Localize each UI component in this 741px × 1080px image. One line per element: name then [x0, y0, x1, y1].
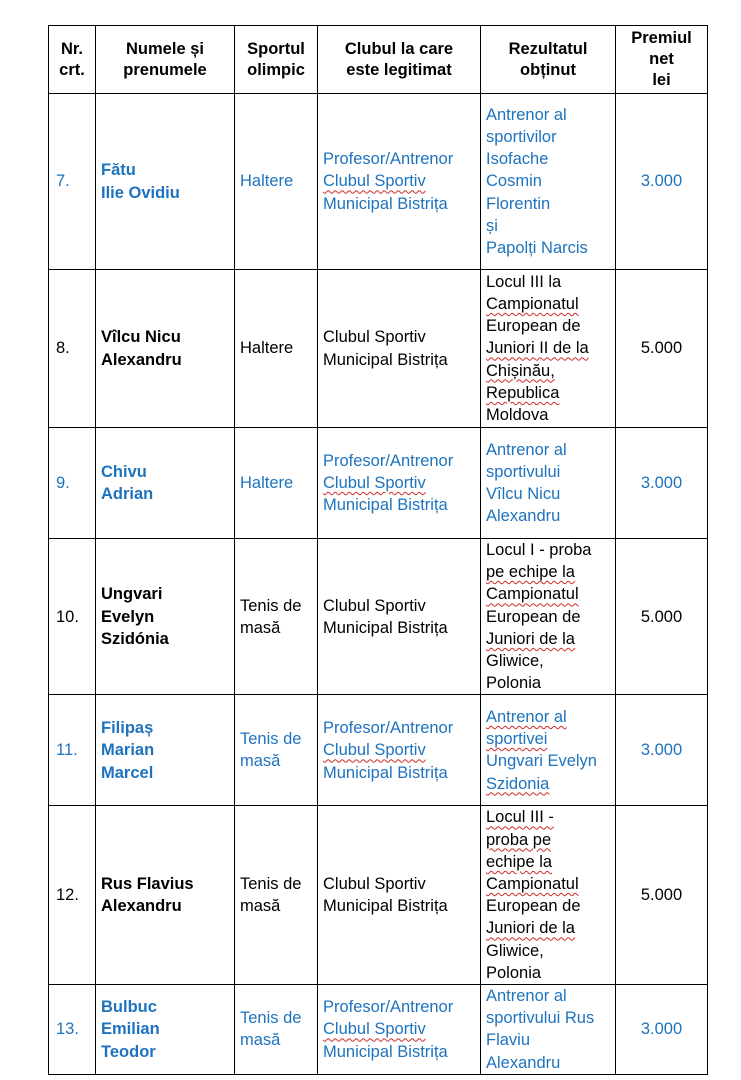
- cell-sport: [235, 806, 318, 985]
- cell-sport-line: Tenis de: [240, 596, 302, 615]
- cell-result-line: Locul I - proba: [486, 541, 592, 559]
- cell-sport-line: masă: [240, 897, 281, 916]
- cell-result-line: Flaviu: [486, 1031, 531, 1050]
- cell-result-line: și: [486, 216, 498, 235]
- cell-name-line: Rus Flavius: [101, 875, 194, 894]
- cell-result-line: Ungvari Evelyn: [486, 752, 597, 771]
- header-name-line: Numele și: [126, 39, 204, 58]
- cell-nr: [49, 270, 96, 428]
- cell-nr: [49, 94, 96, 270]
- awards-table: [48, 25, 708, 1075]
- cell-nr-line: 12.: [56, 886, 79, 905]
- cell-nr: [49, 985, 96, 1075]
- header-club-line: este legitimat: [346, 60, 452, 79]
- header-result-line: Rezultatul: [508, 39, 588, 58]
- cell-result-line: Campionatul: [486, 585, 579, 604]
- cell-prize-line: 5.000: [640, 339, 683, 358]
- cell-nr: [49, 428, 96, 539]
- cell-sport: [235, 270, 318, 428]
- table-row: [49, 695, 708, 806]
- cell-result-line: Szidonia: [486, 774, 550, 793]
- cell-sport-line: masă: [240, 618, 281, 637]
- cell-sport-line: Tenis de: [240, 1009, 302, 1028]
- cell-result-line: Campionatul: [486, 294, 579, 313]
- cell-prize: [616, 270, 708, 428]
- cell-result-line: Chișinău,: [486, 361, 555, 380]
- cell-result: [481, 985, 616, 1075]
- cell-name-line: Filipaș: [101, 719, 154, 738]
- cell-result-line: Juniori de la: [486, 919, 575, 938]
- cell-name-line: Teodor: [101, 1042, 156, 1061]
- cell-result-line: Florentin: [486, 194, 551, 213]
- cell-result-line: echipe la: [486, 852, 553, 871]
- cell-prize-line: 3.000: [640, 741, 683, 760]
- header-prize-line: net: [649, 50, 674, 68]
- cell-club: [318, 985, 481, 1075]
- cell-name-line: Ungvari: [101, 585, 163, 604]
- cell-result-line: Republica: [486, 383, 560, 402]
- cell-club: [318, 270, 481, 428]
- cell-name-line: Alexandru: [101, 350, 182, 369]
- cell-result-line: Polonia: [486, 674, 542, 693]
- cell-club-line: Municipal Bistrița: [323, 496, 448, 515]
- cell-name-line: Szidónia: [101, 629, 169, 648]
- cell-result-line: proba pe: [486, 830, 552, 849]
- table-row: [49, 428, 708, 539]
- cell-sport-line: Haltere: [240, 473, 294, 492]
- cell-sport-line: Haltere: [240, 339, 294, 358]
- header-club: [318, 26, 481, 94]
- cell-sport: [235, 428, 318, 539]
- cell-result-line: Locul III la: [486, 272, 562, 291]
- cell-result-line: Alexandru: [486, 507, 561, 526]
- cell-club-line: Clubul Sportiv: [323, 328, 426, 347]
- cell-name: [96, 270, 235, 428]
- cell-result-line: Papolți Narcis: [486, 239, 588, 257]
- cell-name: [96, 985, 235, 1075]
- cell-sport-line: masă: [240, 752, 281, 771]
- cell-club: [318, 94, 481, 270]
- cell-result-line: sportivului Rus: [486, 1009, 595, 1028]
- cell-sport-line: Tenis de: [240, 875, 302, 894]
- header-name-line: prenumele: [123, 60, 207, 79]
- header-sport-line: olimpic: [247, 60, 305, 79]
- cell-sport-line: masă: [240, 1031, 281, 1050]
- cell-club-line: Municipal Bistrița: [323, 1042, 448, 1061]
- header-club-line: Clubul la care: [344, 39, 454, 58]
- cell-result-line: Moldova: [486, 406, 549, 424]
- cell-sport: [235, 985, 318, 1075]
- cell-result-line: Antrenor al: [486, 440, 567, 459]
- cell-result: [481, 270, 616, 428]
- cell-sport-line: Haltere: [240, 172, 294, 191]
- cell-prize-line: 3.000: [640, 1020, 683, 1039]
- cell-club-line: Clubul Sportiv: [323, 172, 426, 191]
- cell-name-line: Chivu: [101, 462, 147, 481]
- cell-nr: [49, 539, 96, 695]
- cell-name-line: Vîlcu Nicu: [101, 328, 181, 347]
- cell-result: [481, 428, 616, 539]
- table-row: [49, 985, 708, 1075]
- cell-prize-line: 3.000: [640, 172, 683, 191]
- cell-club-line: Profesor/Antrenor: [323, 998, 454, 1017]
- cell-nr-line: 11.: [56, 741, 78, 760]
- cell-club-line: Municipal Bistrița: [323, 350, 448, 369]
- cell-prize: [616, 428, 708, 539]
- header-sport: [235, 26, 318, 94]
- cell-nr: [49, 806, 96, 985]
- cell-club-line: Clubul Sportiv: [323, 1020, 426, 1039]
- cell-result-line: European de: [486, 607, 581, 626]
- cell-name-line: Ilie Ovidiu: [101, 183, 180, 202]
- cell-name: [96, 806, 235, 985]
- cell-name: [96, 428, 235, 539]
- header-result-line: obținut: [520, 60, 576, 79]
- cell-sport: [235, 539, 318, 695]
- table-row: [49, 94, 708, 270]
- cell-club-line: Clubul Sportiv: [323, 741, 426, 760]
- cell-sport: [235, 695, 318, 806]
- cell-club: [318, 806, 481, 985]
- cell-name-line: Fătu: [101, 161, 136, 180]
- cell-prize: [616, 806, 708, 985]
- table-row: [49, 806, 708, 985]
- cell-result-line: pe echipe la: [486, 563, 575, 582]
- cell-result-line: European de: [486, 317, 581, 336]
- header-prize-line: lei: [652, 71, 671, 89]
- header-prize: [616, 26, 708, 94]
- cell-result-line: Gliwice,: [486, 941, 544, 960]
- cell-club-line: Profesor/Antrenor: [323, 719, 454, 738]
- cell-nr-line: 13.: [56, 1020, 79, 1039]
- cell-prize-line: 5.000: [640, 607, 683, 626]
- cell-result-line: Cosmin: [486, 172, 542, 191]
- cell-result-line: Campionatul: [486, 875, 579, 894]
- cell-result-line: European de: [486, 897, 581, 916]
- header-nr-line: Nr.: [60, 39, 83, 58]
- cell-sport-line: Tenis de: [240, 730, 302, 749]
- cell-prize-line: 5.000: [640, 886, 683, 905]
- cell-result: [481, 539, 616, 695]
- cell-name: [96, 539, 235, 695]
- cell-result-line: Juniori de la: [486, 629, 575, 648]
- header-nr-line: crt.: [59, 60, 85, 79]
- cell-prize: [616, 695, 708, 806]
- header-row: [49, 26, 708, 94]
- cell-result-line: sportivului: [486, 462, 561, 481]
- cell-club-line: Clubul Sportiv: [323, 596, 426, 615]
- cell-club-line: Clubul Sportiv: [323, 473, 426, 492]
- cell-result-line: Polonia: [486, 963, 542, 982]
- header-sport-line: Sportul: [247, 39, 305, 58]
- cell-result-line: Isofache: [486, 150, 549, 169]
- cell-result: [481, 695, 616, 806]
- cell-name-line: Adrian: [101, 485, 154, 503]
- cell-name-line: Emilian: [101, 1020, 160, 1039]
- cell-nr-line: 10.: [56, 607, 79, 626]
- cell-result-line: sportivei: [486, 730, 548, 749]
- cell-result-line: Juniori II de la: [486, 339, 589, 358]
- header-prize-line: Premiul: [631, 29, 692, 47]
- cell-club-line: Municipal Bistrița: [323, 194, 448, 213]
- header-result: [481, 26, 616, 94]
- cell-result-line: Vîlcu Nicu: [486, 485, 561, 503]
- cell-sport: [235, 94, 318, 270]
- header-name: [96, 26, 235, 94]
- cell-club: [318, 428, 481, 539]
- cell-name-line: Marcel: [101, 763, 154, 782]
- cell-prize: [616, 94, 708, 270]
- cell-result-line: Antrenor al: [486, 708, 567, 727]
- cell-club: [318, 695, 481, 806]
- cell-nr-line: 9.: [56, 473, 70, 492]
- cell-result-line: Locul III -: [486, 808, 554, 827]
- table-body: [49, 94, 708, 1075]
- cell-prize-line: 3.000: [640, 473, 683, 492]
- cell-result-line: Gliwice,: [486, 652, 544, 671]
- cell-prize: [616, 539, 708, 695]
- cell-name-line: Marian: [101, 741, 155, 760]
- cell-result-line: sportivilor: [486, 127, 557, 146]
- table-row: [49, 539, 708, 695]
- cell-result-line: Antrenor al: [486, 105, 567, 124]
- cell-club-line: Municipal Bistrița: [323, 618, 448, 637]
- cell-name-line: Alexandru: [101, 897, 182, 916]
- table-row: [49, 270, 708, 428]
- cell-club-line: Profesor/Antrenor: [323, 150, 454, 169]
- cell-result: [481, 806, 616, 985]
- cell-result-line: Antrenor al: [486, 987, 567, 1006]
- cell-nr: [49, 695, 96, 806]
- cell-club-line: Clubul Sportiv: [323, 875, 426, 894]
- cell-nr-line: 7.: [56, 172, 70, 191]
- header-nr: [49, 26, 96, 94]
- cell-nr-line: 8.: [56, 339, 70, 358]
- cell-club-line: Municipal Bistrița: [323, 897, 448, 916]
- cell-name-line: Bulbuc: [101, 998, 157, 1017]
- cell-name-line: Evelyn: [101, 607, 155, 626]
- cell-club: [318, 539, 481, 695]
- cell-result: [481, 94, 616, 270]
- cell-name: [96, 94, 235, 270]
- cell-club-line: Profesor/Antrenor: [323, 451, 454, 470]
- cell-result-line: Alexandru: [486, 1053, 561, 1072]
- cell-club-line: Municipal Bistrița: [323, 763, 448, 782]
- cell-name: [96, 695, 235, 806]
- cell-prize: [616, 985, 708, 1075]
